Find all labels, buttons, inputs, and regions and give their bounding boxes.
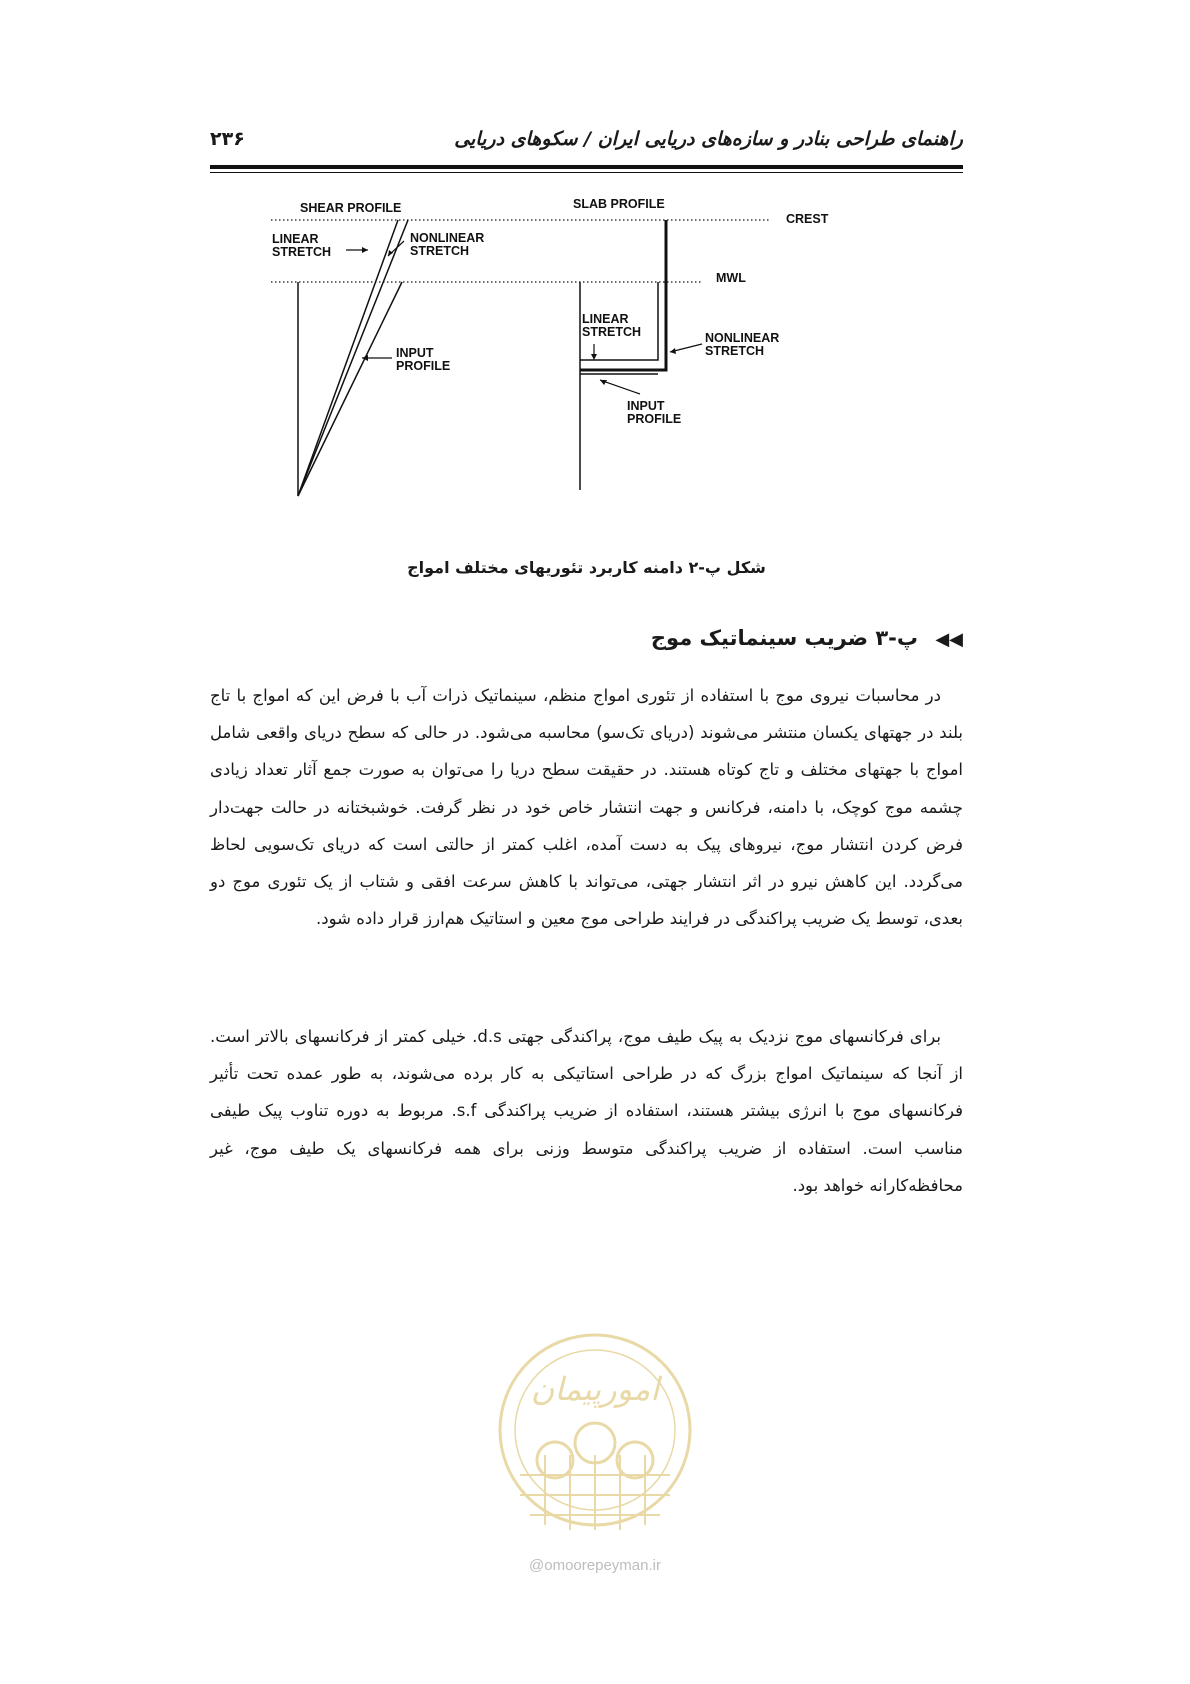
label-line: STRETCH [582, 325, 642, 339]
book-title: راهنمای طراحی بنادر و سازه‌های دریایی ایران / سکوهای دریایی [454, 128, 963, 150]
slab-nonlinear-stretch-label [705, 332, 779, 358]
section-heading-text: پ-۳ ضریب سینماتیک موج [650, 626, 918, 650]
shear-input-profile-label [396, 347, 450, 373]
label-line: LINEAR [582, 312, 629, 326]
label-line: PROFILE [396, 359, 451, 373]
nonlinear-stretch-arrowhead [388, 250, 393, 256]
slab-linear-stretch-label [582, 313, 641, 339]
figure-caption: شکل پ-۲ دامنه کاربرد تئوریهای مختلف امواج [407, 558, 766, 577]
header-rule-thin [210, 172, 963, 173]
section-heading [651, 626, 963, 650]
slab-linear-arrowhead [591, 354, 597, 360]
label-line: STRETCH [272, 245, 332, 259]
page-header [210, 128, 963, 158]
linear-stretch-arrowhead [362, 247, 368, 253]
gear-icon [617, 1442, 653, 1478]
page-number: ۲۳۶ [210, 128, 245, 150]
label-line: PROFILE [627, 412, 682, 426]
slab-nonlinear-arrowhead [670, 348, 676, 354]
slab-nonlinear-stretch [580, 220, 666, 370]
mwl-label: MWL [716, 271, 746, 285]
label-line: INPUT [396, 346, 434, 360]
shear-linear-stretch-label [272, 233, 331, 259]
watermark-logo [490, 1325, 700, 1555]
crest-label: CREST [786, 212, 829, 226]
shear-nonlinear-stretch-label [410, 232, 484, 258]
slab-input-leader [600, 380, 640, 394]
label-line: NONLINEAR [410, 231, 485, 245]
watermark [490, 1325, 700, 1580]
shear-input-arrowhead [362, 355, 368, 361]
label-line: LINEAR [272, 232, 319, 246]
watermark-logo-text: امورپیمان [530, 1370, 660, 1408]
body-paragraph-1: در محاسبات نیروی موج با استفاده از تئوری امواج منظم، سینماتیک ذرات آب با فرض این که امواج با تاج بلند در جهتهای یکسان منتشر می‌شوند (دریای تک‌سو) محاسبه می‌شود. در حالی که سطح دریای واقعی شامل امواج با جهتهای مختلف و تاج کوتاه هستند. در حقیقت سطح دریا را می‌توان به صورت جمع آثار تعداد زیادی چشمه موج کوچک، با دامنه، فرکانس و جهت انتشار خاص خود در نظر گرفت. خوشبختانه در حالت جهت‌دار فرض کردن انتشار موج، نیروهای پیک به دست آمده، اغلب کمتر از حالتی است که دریای تک‌سویی لحاظ می‌گردد. این کاهش نیرو در اثر انتشار جهتی، می‌تواند با کاهش سرعت افقی و شتاب از یک تئوری موج دو بعدی، توسط یک ضریب پراکندگی در فرایند طراحی موج معین و استاتیک هم‌ارز قرار داده شود. [210, 686, 963, 929]
slab-profile-label: SLAB PROFILE [573, 197, 665, 211]
shear-input-profile [298, 282, 402, 496]
watermark-url: @omoorepeyman.ir [529, 1557, 661, 1574]
double-arrow-icon: ◀◀ [935, 629, 963, 650]
wave-profile-figure [270, 197, 900, 540]
gear-icon [537, 1442, 573, 1478]
body-paragraph-2: برای فرکانسهای موج نزدیک به پیک طیف موج، پراکندگی جهتی d.s. خیلی کمتر از فرکانسهای بالاتر است. از آنجا که سینماتیک امواج بزرگ که در طراحی استاتیکی به کار برده می‌شوند، به طور عمده تحت تأثیر فرکانسهای موج با انرژی بیشتر هستند، استفاده از ضریب پراکندگی s.f. مربوط به دوره تناوب پیک طیفی مناسب است. استفاده از ضریب پراکندگی متوسط وزنی برای همه فرکانسهای یک طیف موج، غیر محافظه‌کارانه خواهد بود. [210, 1027, 963, 1195]
watermark-grid [520, 1455, 670, 1530]
label-line: STRETCH [410, 244, 470, 258]
label-line: STRETCH [705, 344, 765, 358]
shear-profile-label: SHEAR PROFILE [300, 201, 402, 215]
label-line: INPUT [627, 399, 665, 413]
header-rule-thick [210, 165, 963, 169]
slab-input-profile-label [627, 400, 681, 426]
wave-profile-diagram [270, 197, 900, 540]
label-line: NONLINEAR [705, 331, 780, 345]
